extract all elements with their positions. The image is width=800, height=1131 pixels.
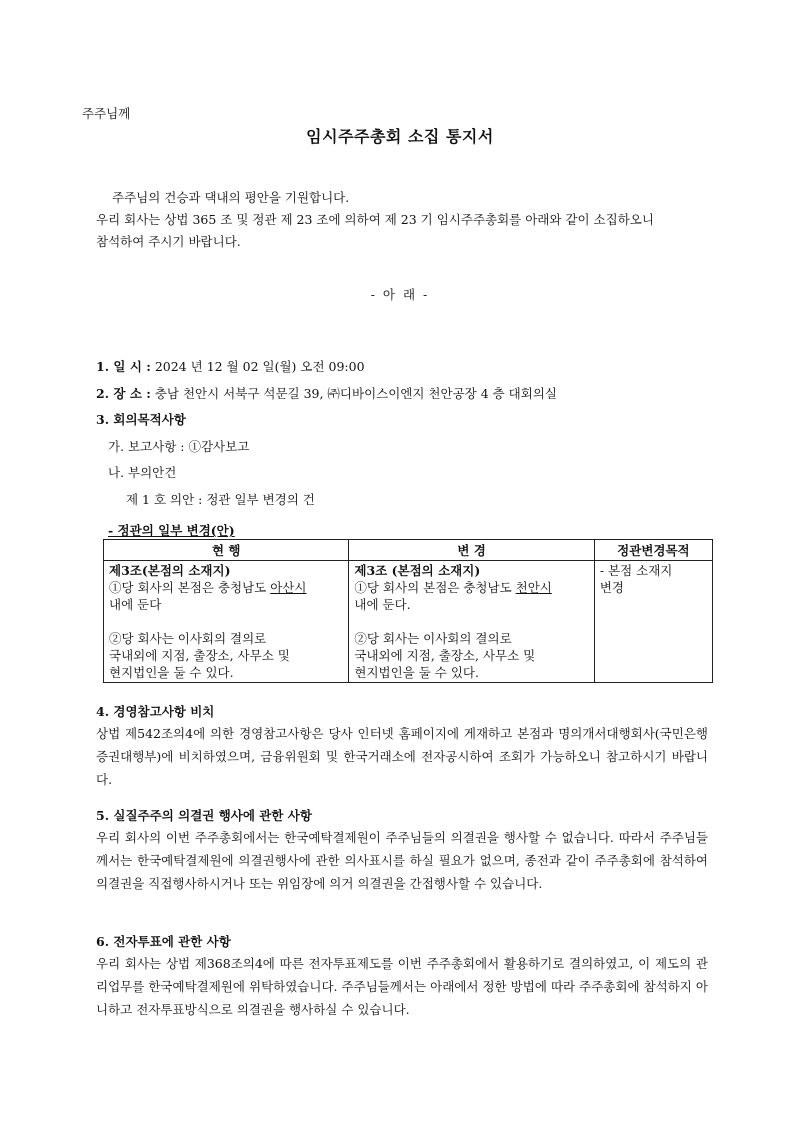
agenda-heading: 3. 회의목적사항 [96, 412, 186, 427]
greeting-line: 참석하여 주시기 바랍니다. [96, 234, 241, 249]
purpose-line: - 본점 소재지 [599, 563, 673, 578]
underlined-city: 천안시 [515, 580, 552, 595]
clause-2-line: 현지법인을 둘 수 있다. [354, 665, 479, 680]
purpose-line: 변경 [599, 580, 624, 595]
header-changed: 변 경 [349, 540, 594, 561]
amendment-title: - 정관의 일부 변경(안) [108, 523, 235, 538]
clause-2-line: 현지법인을 둘 수 있다. [109, 665, 234, 680]
table-header-row [104, 540, 713, 561]
clause-1-cont: 내에 둔다 [109, 597, 162, 612]
table-row [104, 561, 713, 683]
section-heading: 5. 실질주주의 의결권 행사에 관한 사항 [96, 808, 312, 823]
greeting-line: 주주님의 건승과 댁내의 평안을 기원합니다. [112, 190, 350, 205]
clause-1-cont: 내에 둔다. [354, 597, 411, 612]
section-body: 상법 제542조의4에 의한 경영참고사항은 당사 인터넷 홈페이지에 게재하고 본점과 명의개서대행회사(국민은행 증권대행부)에 비치하였으며, 금융위원회 및 한국거래소에 전자공시하여 조회가 가능하오니 참고하시기 바랍니다. [96, 726, 708, 787]
changed-text-cell [349, 561, 594, 683]
current-text-cell [104, 561, 349, 683]
purpose-cell [594, 561, 712, 683]
header-purpose: 정관변경목적 [594, 540, 712, 561]
section-heading: 4. 경영참고사항 비치 [96, 704, 215, 719]
place-value: 충남 천안시 서북구 석문길 39, ㈜디바이스이엔지 천안공장 4 층 대회의실 [154, 386, 557, 401]
salutation: 주주님께 [82, 106, 131, 121]
report-item: 가. 보고사항 : ①감사보고 [108, 439, 250, 454]
place-label: 2. 장 소 : [96, 386, 151, 401]
clause-1 [354, 579, 588, 596]
greeting-line: 우리 회사는 상법 365 조 및 정관 제 23 조에 의하여 제 23 기 임시주주총회를 아래와 같이 소집하오니 [96, 212, 654, 227]
document-title: 임시주주총회 소집 통지서 [306, 127, 494, 146]
date-label: 1. 일 시 : [96, 359, 151, 374]
clause-text: ①당 회사의 본점은 충청남도 [354, 580, 516, 595]
clause-1 [109, 579, 343, 596]
resolution-heading: 나. 부의안건 [108, 465, 177, 480]
clause-2-line: 국내외에 지점, 출장소, 사무소 및 [354, 648, 536, 663]
section-body: 우리 회사의 이번 주주총회에서는 한국예탁결제원이 주주님들의 의결권을 행사할 수 없습니다. 따라서 주주님들께서는 한국예탁결제원에 의결권행사에 관한 의사표시를 하실 필요가 없으며, 종전과 같이 주주총회에 참석하여 의결권을 직접행사하시거나 또는 위임장에 의거 의결권을 간접행사할 수 있습니다. [96, 830, 708, 891]
section-heading: 6. 전자투표에 관한 사항 [96, 934, 231, 949]
clause-2-line: ②당 회사는 이사회의 결의로 [109, 631, 267, 646]
underlined-city: 아산시 [270, 580, 307, 595]
proposal-item: 제 1 호 의안 : 정관 일부 변경의 건 [126, 492, 315, 507]
header-current: 현 행 [104, 540, 349, 561]
article-heading: 제3조(본점의 소재지) [109, 563, 231, 578]
section-body: 우리 회사는 상법 제368조의4에 따른 전자투표제도를 이번 주주총회에서 활용하기로 결의하였고, 이 제도의 관리업무를 한국예탁결제원에 위탁하였습니다. 주주님들께서는 아래에서 정한 방법에 따라 주주총회에 참석하지 아니하고 전자투표방식으로 의결권을 행사하실 수 있습니다. [96, 956, 708, 1017]
meeting-place [96, 384, 557, 402]
below-marker: - 아 래 - [370, 287, 430, 302]
clause-text: ①당 회사의 본점은 충청남도 [109, 580, 271, 595]
clause-2-line: 국내외에 지점, 출장소, 사무소 및 [109, 648, 290, 663]
amendment-table [103, 539, 713, 683]
article-heading: 제3조 (본점의 소재지) [354, 563, 481, 578]
clause-2-line: ②당 회사는 이사회의 결의로 [354, 631, 512, 646]
meeting-date [96, 357, 365, 375]
date-value: 2024 년 12 월 02 일(월) 오전 09:00 [154, 359, 365, 374]
